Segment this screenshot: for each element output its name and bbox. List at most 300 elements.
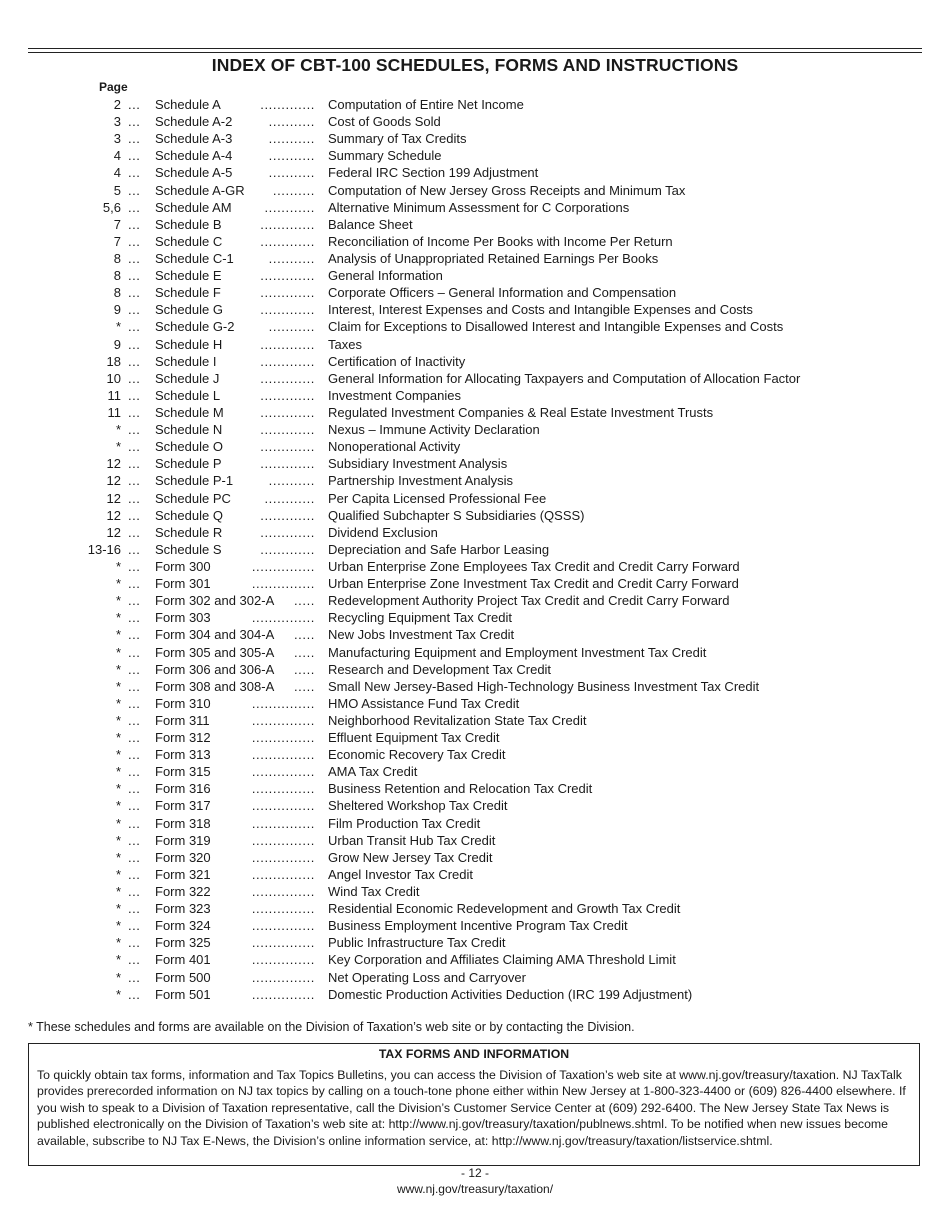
- entry-page: *: [115, 969, 121, 985]
- leader-dots: ...: [128, 558, 141, 574]
- entry-description: Summary Schedule: [328, 148, 442, 164]
- entry-description: Urban Enterprise Zone Investment Tax Credit and Credit Carry Forward: [328, 576, 739, 592]
- entry-name: Form 300: [155, 558, 211, 574]
- leader-dots: .............: [260, 404, 315, 420]
- entry-page: *: [115, 849, 121, 865]
- leader-dots: ...: [128, 131, 141, 147]
- leader-dots: ...: [128, 233, 141, 249]
- leader-dots: ...: [128, 336, 141, 352]
- footer-url: www.nj.gov/treasury/taxation/: [396, 1182, 554, 1196]
- entry-name: Form 323: [155, 901, 211, 917]
- entry-page: *: [115, 593, 121, 609]
- index-entry: [0, 763, 950, 780]
- entry-name: Form 302 and 302-A: [155, 593, 275, 609]
- entry-description: Public Infrastructure Tax Credit: [328, 935, 506, 951]
- leader-dots: ...........: [268, 319, 315, 335]
- entry-page: *: [115, 815, 121, 831]
- page-title: INDEX OF CBT-100 SCHEDULES, FORMS AND INSTRUCTIONS: [211, 55, 739, 75]
- entry-name: Form 316: [155, 781, 211, 797]
- leader-dots: ...: [128, 866, 141, 882]
- entry-page: 5: [113, 182, 121, 198]
- entry-description: Taxes: [328, 336, 362, 352]
- entry-description: Urban Enterprise Zone Employees Tax Credit and Credit Carry Forward: [328, 558, 740, 574]
- entry-page: *: [115, 661, 121, 677]
- leader-dots: ...: [128, 815, 141, 831]
- leader-dots: ...........: [268, 165, 315, 181]
- entry-name: Form 301: [155, 576, 211, 592]
- entry-name: Schedule AM: [155, 199, 232, 215]
- entry-page: 3: [113, 131, 121, 147]
- leader-dots: ...........: [268, 114, 315, 130]
- entry-page: *: [115, 884, 121, 900]
- entry-name: Form 317: [155, 798, 211, 814]
- leader-dots: ...............: [251, 576, 315, 592]
- leader-dots: ...........: [268, 131, 315, 147]
- entry-page: 11: [107, 387, 121, 403]
- leader-dots: ...: [128, 747, 141, 763]
- entry-page: 12: [106, 490, 121, 506]
- entry-description: New Jobs Investment Tax Credit: [328, 627, 515, 643]
- leader-dots: ...............: [251, 610, 315, 626]
- leader-dots: .............: [260, 285, 315, 301]
- page-number: - 12 -: [460, 1166, 489, 1180]
- entry-description: Certification of Inactivity: [328, 353, 466, 369]
- entry-description: Residential Economic Redevelopment and Growth Tax Credit: [328, 901, 681, 917]
- leader-dots: ...: [128, 901, 141, 917]
- leader-dots: ...: [128, 832, 141, 848]
- leader-dots: .............: [260, 353, 315, 369]
- entry-description: Neighborhood Revitalization State Tax Credit: [328, 712, 587, 728]
- leader-dots: ...: [128, 422, 141, 438]
- entry-name: Schedule R: [155, 524, 223, 540]
- leader-dots: ...: [128, 182, 141, 198]
- leader-dots: .....: [293, 661, 315, 677]
- leader-dots: ...: [128, 404, 141, 420]
- leader-dots: ...: [128, 216, 141, 232]
- entry-name: Form 319: [155, 832, 211, 848]
- leader-dots: .............: [260, 302, 315, 318]
- index-entry: [0, 541, 950, 558]
- leader-dots: ...: [128, 644, 141, 660]
- entry-description: Computation of New Jersey Gross Receipts and Minimum Tax: [328, 182, 686, 198]
- top-rule: [28, 48, 922, 49]
- leader-dots: ...: [128, 969, 141, 985]
- index-entry: [0, 199, 950, 216]
- entry-description: Domestic Production Activities Deduction (IRC 199 Adjustment): [328, 986, 693, 1002]
- entry-name: Schedule P-1: [155, 473, 234, 489]
- entry-page: *: [115, 712, 121, 728]
- index-entry: [0, 969, 950, 986]
- leader-dots: ...: [128, 285, 141, 301]
- entry-page: 12: [106, 473, 121, 489]
- entry-page: *: [115, 730, 121, 746]
- entry-page: *: [115, 319, 121, 335]
- leader-dots: .............: [260, 507, 315, 523]
- leader-dots: ...............: [251, 781, 315, 797]
- index-entry: [0, 301, 950, 318]
- entry-description: Film Production Tax Credit: [328, 815, 481, 831]
- index-entry: [0, 472, 950, 489]
- entry-page: *: [115, 866, 121, 882]
- entry-description: Corporate Officers – General Information and Compensation: [328, 285, 677, 301]
- leader-dots: .....: [293, 678, 315, 694]
- entry-name: Form 313: [155, 747, 211, 763]
- entry-description: Qualified Subchapter S Subsidiaries (QSSS): [328, 507, 585, 523]
- entry-page: 18: [106, 353, 121, 369]
- index-entry: [0, 815, 950, 832]
- entry-name: Form 305 and 305-A: [155, 644, 275, 660]
- entry-page: *: [115, 558, 121, 574]
- leader-dots: .............: [260, 524, 315, 540]
- entry-description: Cost of Goods Sold: [328, 114, 441, 130]
- leader-dots: ...: [128, 712, 141, 728]
- entry-name: Form 325: [155, 935, 211, 951]
- entry-page: *: [115, 986, 121, 1002]
- leader-dots: .............: [260, 370, 315, 386]
- leader-dots: ...: [128, 661, 141, 677]
- leader-dots: ...: [128, 764, 141, 780]
- index-entry: [0, 780, 950, 797]
- entry-description: Business Employment Incentive Program Tax Credit: [328, 918, 628, 934]
- index-entry: [0, 387, 950, 404]
- leader-dots: ............: [264, 199, 315, 215]
- entry-description: General Information for Allocating Taxpayers and Computation of Allocation Factor: [328, 370, 801, 386]
- entry-name: Schedule H: [155, 336, 223, 352]
- leader-dots: ...: [128, 250, 141, 266]
- index-entry: [0, 934, 950, 951]
- entry-name: Form 312: [155, 730, 211, 746]
- index-entry: [0, 404, 950, 421]
- entry-name: Form 401: [155, 952, 211, 968]
- leader-dots: ...: [128, 490, 141, 506]
- entry-page: 12: [106, 524, 121, 540]
- leader-dots: .............: [260, 97, 315, 112]
- entry-description: Federal IRC Section 199 Adjustment: [328, 165, 539, 181]
- leader-dots: ...: [128, 165, 141, 181]
- index-entry: [0, 250, 950, 267]
- entry-name: Form 501: [155, 986, 211, 1002]
- entry-name: Form 318: [155, 815, 211, 831]
- leader-dots: ...: [128, 524, 141, 540]
- entry-page: *: [115, 798, 121, 814]
- entry-description: HMO Assistance Fund Tax Credit: [328, 695, 520, 711]
- entry-page: *: [115, 781, 121, 797]
- index-entry: [0, 113, 950, 130]
- entry-description: Urban Transit Hub Tax Credit: [328, 832, 496, 848]
- leader-dots: ...: [128, 884, 141, 900]
- leader-dots: ...............: [251, 935, 315, 951]
- leader-dots: ...: [128, 148, 141, 164]
- leader-dots: .............: [260, 439, 315, 455]
- entry-description: Balance Sheet: [328, 216, 413, 232]
- entry-name: Schedule S: [155, 541, 222, 557]
- leader-dots: ...: [128, 610, 141, 626]
- leader-dots: .....: [293, 627, 315, 643]
- entry-page: 8: [113, 268, 121, 284]
- entry-page: *: [115, 627, 121, 643]
- entry-description: Subsidiary Investment Analysis: [328, 456, 508, 472]
- entry-name: Schedule A-5: [155, 165, 233, 181]
- entry-description: Computation of Entire Net Income: [328, 97, 524, 112]
- index-entry: [0, 507, 950, 524]
- index-entry: [0, 832, 950, 849]
- entry-name: Form 324: [155, 918, 211, 934]
- entry-description: Nonoperational Activity: [328, 439, 461, 455]
- entry-name: Schedule F: [155, 285, 221, 301]
- leader-dots: ...: [128, 439, 141, 455]
- entry-page: *: [115, 918, 121, 934]
- index-entry: [0, 575, 950, 592]
- entry-description: Interest, Interest Expenses and Costs and Intangible Expenses and Costs: [328, 302, 753, 318]
- entry-page: *: [115, 644, 121, 660]
- leader-dots: ...: [128, 507, 141, 523]
- entry-description: Business Retention and Relocation Tax Credit: [328, 781, 593, 797]
- leader-dots: ...: [128, 986, 141, 1002]
- index-entry: [0, 661, 950, 678]
- leader-dots: ...: [128, 319, 141, 335]
- entry-description: Angel Investor Tax Credit: [328, 866, 473, 882]
- index-entry: [0, 644, 950, 661]
- entry-page: *: [115, 576, 121, 592]
- entry-name: Schedule PC: [155, 490, 231, 506]
- entry-page: *: [115, 935, 121, 951]
- leader-dots: ...........: [268, 250, 315, 266]
- index-entry: [0, 438, 950, 455]
- entry-description: Per Capita Licensed Professional Fee: [328, 490, 547, 506]
- index-entry: [0, 695, 950, 712]
- leader-dots: .............: [260, 233, 315, 249]
- footnote: * These schedules and forms are available on the Division of Taxation’s web site or by contacting the Division.: [28, 1020, 635, 1034]
- entry-name: Schedule N: [155, 422, 223, 438]
- entry-name: Schedule I: [155, 353, 217, 369]
- leader-dots: ...: [128, 918, 141, 934]
- entry-name: Form 311: [155, 712, 210, 728]
- entry-page: 2: [113, 97, 121, 112]
- index-entry: [0, 592, 950, 609]
- entry-page: 8: [113, 285, 121, 301]
- leader-dots: ...: [128, 695, 141, 711]
- entry-description: Grow New Jersey Tax Credit: [328, 849, 493, 865]
- leader-dots: ...: [128, 114, 141, 130]
- index-list: [0, 96, 950, 1003]
- index-entry: [0, 147, 950, 164]
- entry-page: 12: [106, 456, 121, 472]
- leader-dots: ...: [128, 199, 141, 215]
- leader-dots: ...............: [251, 712, 315, 728]
- leader-dots: .............: [260, 387, 315, 403]
- entry-page: 9: [113, 336, 121, 352]
- entry-description: Manufacturing Equipment and Employment Investment Tax Credit: [328, 644, 707, 660]
- entry-description: Economic Recovery Tax Credit: [328, 747, 506, 763]
- entry-name: Schedule G: [155, 302, 223, 318]
- entry-page: 7: [113, 233, 121, 249]
- index-entry: [0, 96, 950, 113]
- leader-dots: .....: [293, 593, 315, 609]
- index-entry: [0, 267, 950, 284]
- leader-dots: ...: [128, 678, 141, 694]
- leader-dots: .............: [260, 456, 315, 472]
- index-entry: [0, 164, 950, 181]
- leader-dots: ...: [128, 541, 141, 557]
- leader-dots: ...............: [251, 952, 315, 968]
- entry-description: Net Operating Loss and Carryover: [328, 969, 526, 985]
- entry-name: Form 308 and 308-A: [155, 678, 275, 694]
- leader-dots: .............: [260, 216, 315, 232]
- entry-description: Effluent Equipment Tax Credit: [328, 730, 500, 746]
- page-column-header: Page: [99, 80, 128, 94]
- entry-page: 4: [113, 165, 121, 181]
- entry-name: Schedule A-4: [155, 148, 233, 164]
- index-entry: [0, 130, 950, 147]
- entry-description: Analysis of Unappropriated Retained Earnings Per Books: [328, 250, 659, 266]
- entry-page: 4: [113, 148, 121, 164]
- entry-description: Wind Tax Credit: [328, 884, 420, 900]
- entry-page: *: [115, 952, 121, 968]
- leader-dots: ...............: [251, 832, 315, 848]
- index-entry: [0, 233, 950, 250]
- entry-page: 5,6: [102, 199, 121, 215]
- entry-page: 12: [106, 507, 121, 523]
- entry-name: Schedule M: [155, 404, 224, 420]
- leader-dots: ...............: [251, 866, 315, 882]
- index-entry: [0, 883, 950, 900]
- index-entry: [0, 951, 950, 968]
- entry-description: General Information: [328, 268, 443, 284]
- leader-dots: ...............: [251, 884, 315, 900]
- top-rule-2: [28, 52, 922, 53]
- leader-dots: ...: [128, 576, 141, 592]
- entry-name: Schedule A-GR: [155, 182, 245, 198]
- tax-forms-info-box: [28, 1043, 920, 1166]
- entry-description: AMA Tax Credit: [328, 764, 418, 780]
- entry-description: Regulated Investment Companies & Real Estate Investment Trusts: [328, 404, 714, 420]
- leader-dots: .............: [260, 336, 315, 352]
- entry-page: *: [115, 439, 121, 455]
- leader-dots: ...: [128, 456, 141, 472]
- index-entry: [0, 609, 950, 626]
- index-entry: [0, 900, 950, 917]
- leader-dots: ...............: [251, 815, 315, 831]
- leader-dots: ...: [128, 353, 141, 369]
- entry-description: Nexus – Immune Activity Declaration: [328, 422, 540, 438]
- index-entry: [0, 336, 950, 353]
- index-entry: [0, 746, 950, 763]
- entry-page: *: [115, 678, 121, 694]
- entry-name: Form 303: [155, 610, 211, 626]
- entry-page: 7: [113, 216, 121, 232]
- entry-page: 8: [113, 250, 121, 266]
- leader-dots: ...............: [251, 695, 315, 711]
- entry-page: *: [115, 764, 121, 780]
- entry-name: Schedule A: [155, 97, 221, 112]
- entry-page: *: [115, 422, 121, 438]
- index-entry: [0, 490, 950, 507]
- entry-description: Claim for Exceptions to Disallowed Interest and Intangible Expenses and Costs: [328, 319, 784, 335]
- entry-name: Schedule J: [155, 370, 220, 386]
- leader-dots: ............: [264, 490, 315, 506]
- index-entry: [0, 986, 950, 1003]
- leader-dots: ..........: [272, 182, 315, 198]
- entry-name: Form 315: [155, 764, 211, 780]
- leader-dots: ...: [128, 798, 141, 814]
- entry-description: Depreciation and Safe Harbor Leasing: [328, 541, 550, 557]
- entry-name: Form 320: [155, 849, 211, 865]
- leader-dots: ...: [128, 849, 141, 865]
- entry-page: *: [115, 832, 121, 848]
- index-entry: [0, 866, 950, 883]
- entry-page: 11: [107, 404, 121, 420]
- leader-dots: ...............: [251, 986, 315, 1002]
- index-entry: [0, 849, 950, 866]
- entry-page: 9: [113, 302, 121, 318]
- leader-dots: ...............: [251, 849, 315, 865]
- entry-name: Schedule A-2: [155, 114, 233, 130]
- index-entry: [0, 917, 950, 934]
- index-entry: [0, 284, 950, 301]
- index-entry: [0, 455, 950, 472]
- leader-dots: .............: [260, 268, 315, 284]
- leader-dots: ...: [128, 302, 141, 318]
- leader-dots: ...........: [268, 473, 315, 489]
- index-entry: [0, 797, 950, 814]
- index-entry: [0, 182, 950, 199]
- leader-dots: ...............: [251, 730, 315, 746]
- entry-name: Schedule B: [155, 216, 222, 232]
- index-entry: [0, 678, 950, 695]
- entry-name: Form 306 and 306-A: [155, 661, 275, 677]
- entry-name: Schedule P: [155, 456, 222, 472]
- leader-dots: ...............: [251, 764, 315, 780]
- index-entry: [0, 558, 950, 575]
- leader-dots: ...: [128, 97, 141, 112]
- leader-dots: ...............: [251, 558, 315, 574]
- entry-description: Research and Development Tax Credit: [328, 661, 552, 677]
- entry-description: Key Corporation and Affiliates Claiming AMA Threshold Limit: [328, 952, 676, 968]
- entry-page: *: [115, 610, 121, 626]
- entry-description: Small New Jersey-Based High-Technology Business Investment Tax Credit: [328, 678, 760, 694]
- entry-page: *: [115, 695, 121, 711]
- info-box-title: TAX FORMS AND INFORMATION: [378, 1047, 570, 1061]
- entry-description: Summary of Tax Credits: [328, 131, 467, 147]
- leader-dots: .....: [293, 644, 315, 660]
- leader-dots: ...: [128, 387, 141, 403]
- entry-page: 13-16: [87, 541, 121, 557]
- info-box-body: To quickly obtain tax forms, information and Tax Topics Bulletins, you can access the Division of Taxation’s web site at www.nj.gov/treasury/taxation. NJ TaxTalk provides prerecorded information on NJ tax topics by calling on a touch-tone phone either within New Jersey at 1-800-323-4400 or (609) 826-4400 elsewhere. If you wish to speak to a Division of Taxation representative, call the Division’s Customer Service Center at (609) 292-6400. The New Jersey State Tax News is published electronically on the Division of Taxation’s web site at: http://www.nj.gov/treasury/taxation/publnews.shtml. To be notified when new issues become available, subscribe to NJ Tax E-News, the Division’s online information service, at: http://www.nj.gov/treasury/taxation/listservice.shtml.: [37, 1067, 906, 1148]
- entry-name: Form 310: [155, 695, 211, 711]
- entry-name: Schedule A-3: [155, 131, 233, 147]
- index-entry: [0, 626, 950, 643]
- entry-description: Reconciliation of Income Per Books with Income Per Return: [328, 233, 673, 249]
- leader-dots: ...: [128, 730, 141, 746]
- entry-name: Form 304 and 304-A: [155, 627, 275, 643]
- index-entry: [0, 353, 950, 370]
- index-entry: [0, 712, 950, 729]
- leader-dots: .............: [260, 541, 315, 557]
- leader-dots: ...: [128, 268, 141, 284]
- entry-name: Schedule G-2: [155, 319, 235, 335]
- leader-dots: ...............: [251, 901, 315, 917]
- leader-dots: ...............: [251, 747, 315, 763]
- leader-dots: ...: [128, 627, 141, 643]
- entry-page: 3: [113, 114, 121, 130]
- entry-description: Redevelopment Authority Project Tax Credit and Credit Carry Forward: [328, 593, 730, 609]
- entry-name: Schedule Q: [155, 507, 223, 523]
- entry-name: Schedule L: [155, 387, 221, 403]
- leader-dots: ...: [128, 935, 141, 951]
- entry-description: Recycling Equipment Tax Credit: [328, 610, 513, 626]
- entry-name: Form 500: [155, 969, 211, 985]
- leader-dots: .............: [260, 422, 315, 438]
